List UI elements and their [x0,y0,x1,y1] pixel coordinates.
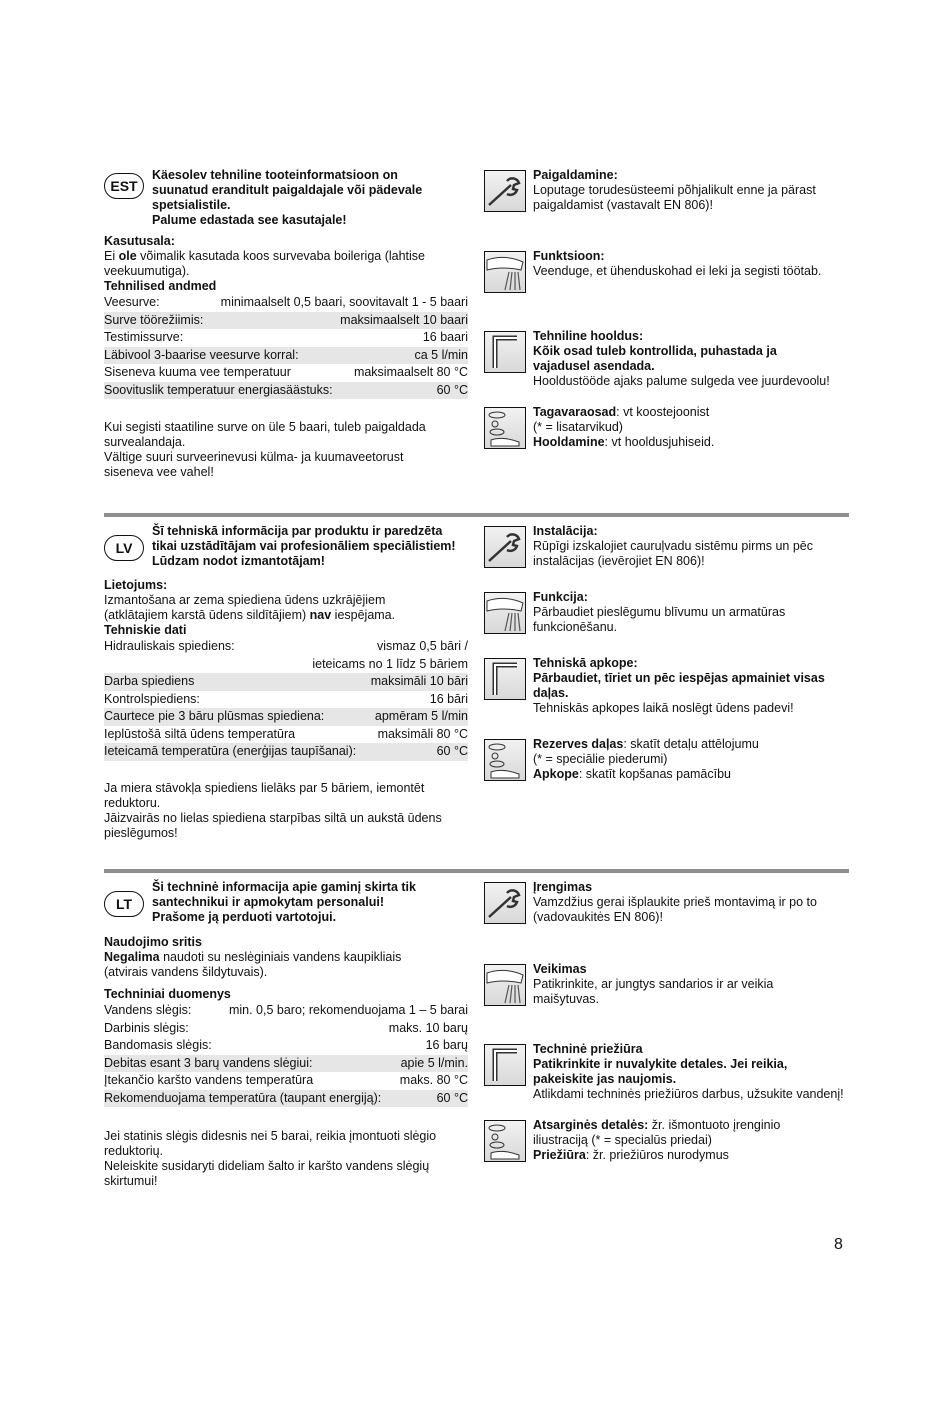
est-function-1: Veenduge, et ühenduskohad ei leki ja segisti töötab. [533,264,822,278]
est-install-2: paigaldamist (vastavalt EN 806)! [533,198,713,212]
lv-intro-2: tikai uzstādītājam vai profesionāliem speciālistiem! [152,539,456,553]
lt-care-text: Priežiūra: žr. priežiūros nurodymus [533,1148,729,1162]
est-parts-text: Tagavaraosad: vt koostejoonist [533,405,710,419]
lt-use-2: (atvirais vandens šildytuvais). [104,965,268,979]
lt-data-label: Techniniai duomenys [104,987,231,1001]
section-lt [104,880,849,1220]
lt-header [104,880,468,928]
lt-intro-2: santechnikui ir apmokytam personalui! [152,895,385,909]
est-maint-3: Hooldustööde ajaks palume sulgeda vee juurdevoolu! [533,374,830,388]
est-use-text-2: veekuumutiga). [104,264,190,278]
table-row: Ieteicamā temperatūra (enerģijas taupīšanai): 60 °C [104,743,468,761]
est-note-4: siseneva vee vahel! [104,465,214,479]
lv-install-2: instalācijas (ievērojiet EN 806)! [533,554,705,568]
table-row: Kontrolspiediens: 16 bāri [104,691,468,706]
table-row: Darba spiediens maksimāli 10 bāri [104,673,468,691]
lv-parts-2: (* = speciālie piederumi) [533,752,668,766]
spare-parts-icon [484,1120,526,1162]
table-row: Vandens slėgis: min. 0,5 baro; rekomenduojama 1 – 5 barai [104,1003,468,1017]
table-row: Veesurve: minimaalselt 0,5 baari, soovitavalt 1 - 5 baari [104,295,468,309]
est-install-item [484,168,849,214]
lv-install-1: Rūpīgi izskalojiet cauruļvadu sistēmu pirms un pēc [533,539,813,553]
lt-parts-item [484,1118,849,1164]
lt-install-title: Įrengimas [533,880,593,894]
lt-function-2: maišytuvas. [533,992,599,1006]
lv-note-1: Ja miera stāvokļa spiediens lielāks par 5 bāriem, iemontēt [104,780,425,795]
lv-right-column [484,524,849,783]
table-row: Debitas esant 3 barų vandens slėgiui: apie 5 l/min. [104,1055,468,1073]
est-parts-2: (* = lisatarvikud) [533,420,623,434]
table-row: Įtekančio karšto vandens temperatūra maks. 80 °C [104,1073,468,1087]
est-parts-item [484,405,849,451]
est-care-text: Hooldamine: vt hooldusjuhiseid. [533,435,715,449]
lt-parts-2: iliustraciją (* = specialūs priedai) [533,1133,712,1147]
est-install-title: Paigaldamine: [533,168,618,182]
lv-intro-3: Lūdzam nodot izmantotājam! [152,554,325,568]
est-intro-1: Käesolev tehniline tooteinformatsioon on [152,168,398,182]
lv-header [104,524,468,572]
language-badge-est: EST [104,173,144,199]
est-right-column [484,168,849,451]
lv-note-3: Jāizvairās no lielas spiediena starpības siltā un aukstā ūdens [104,810,442,825]
lt-use-1: Negalima naudoti su neslėginiais vandens kaupikliais [104,950,402,964]
lt-intro-3: Prašome ją perduoti vartotojui. [152,910,337,924]
language-badge-lt: LT [104,891,144,917]
table-row: Läbivool 3-baarise veesurve korral: ca 5 l/min [104,347,468,365]
est-install-1: Loputage torudesüsteemi põhjalikult enne ja pärast [533,183,816,197]
lt-function-1: Patikrinkite, ar jungtys sandarios ir ar veikia [533,977,774,991]
section-est [104,168,849,498]
table-row: Siseneva kuuma vee temperatuur maksimaalselt 80 °C [104,365,468,379]
lv-maint-b2: daļas. [533,686,569,700]
est-data-label: Tehnilised andmed [104,279,217,293]
est-maint-title: Tehniline hooldus: [533,329,644,343]
lv-install-title: Instalācija: [533,524,598,538]
faucet-spray-icon [484,964,526,1006]
lt-install-1: Vamzdžius gerai išplaukite prieš montavimą ir po to [533,895,817,909]
spare-parts-icon [484,407,526,449]
est-use-label: Kasutusala: [104,234,175,248]
est-maint-b2: vajadusel asendada. [533,359,655,373]
section-divider [104,869,849,873]
lv-use-label: Lietojums: [104,578,168,592]
lt-install-item [484,880,849,926]
est-left-column [104,168,468,480]
est-intro-4: Palume edastada see kasutajale! [152,213,347,227]
lv-note-2: reduktoru. [104,795,161,810]
lv-data-label: Tehniskie dati [104,623,187,637]
est-function-item [484,249,849,295]
table-row: Darbinis slėgis: maks. 10 barų [104,1020,468,1035]
table-row: Surve töörežiimis: maksimaalselt 10 baari [104,312,468,330]
lv-parts-text: Rezerves daļas: skatīt detaļu attēlojumu [533,737,759,751]
table-row: Soovituslik temperatuur energiasäästuks: 60 °C [104,382,468,400]
hex-key-icon [484,658,526,700]
est-note-3: Vältige suuri surveerinevusi külma- ja kuumaveetorust [104,450,404,464]
lt-parts-text: Atsarginės detalės: žr. išmontuoto įrenginio [533,1118,781,1132]
hex-key-icon [484,1044,526,1086]
est-data-table [104,294,468,399]
lv-maint-title: Tehniskā apkope: [533,656,638,670]
lt-function-item [484,962,849,1008]
lt-maint-b1: Patikrinkite ir nuvalykite detales. Jei reikia, [533,1057,788,1071]
est-maintenance-item [484,329,849,389]
lt-maint-3: Atlikdami techninės priežiūros darbus, užsukite vandenį! [533,1087,844,1101]
table-row: Caurtece pie 3 bāru plūsmas spiediena: apmēram 5 l/min [104,708,468,726]
lv-note-4: pieslēgumos! [104,825,178,840]
lv-parts-item [484,737,849,783]
lv-intro-1: Šī tehniskā informācija par produktu ir paredzēta [152,524,443,538]
table-row: Ieplūstošā siltā ūdens temperatūra maksimāli 80 °C [104,726,468,741]
lt-data-table [104,1002,468,1107]
lv-left-column [104,524,468,841]
faucet-spray-icon [484,592,526,634]
lt-install-2: (vadovaukitės EN 806)! [533,910,663,924]
wrench-icon [484,170,526,212]
table-row: Rekomenduojama temperatūra (taupant energiją): 60 °C [104,1090,468,1108]
table-row: Hidrauliskais spiediens: vismaz 0,5 bāri / [104,639,468,653]
lt-maint-title: Techninė priežiūra [533,1042,643,1056]
lv-care-text: Apkope: skatīt kopšanas pamācību [533,767,732,781]
wrench-icon [484,882,526,924]
faucet-spray-icon [484,251,526,293]
lt-note-3: Neleiskite susidaryti dideliam šalto ir karšto vandens slėgių [104,1159,430,1173]
lv-function-2: funkcionēšanu. [533,620,618,634]
lv-maintenance-item [484,656,849,716]
lv-function-1: Pārbaudiet pieslēgumu blīvumu un armatūras [533,605,786,619]
table-row: Bandomasis slėgis: 16 barų [104,1038,468,1052]
section-lv [104,524,849,854]
page-number: 8 [834,1236,843,1253]
lt-note-2: reduktorių. [104,1144,164,1158]
est-note-2: survealandaja. [104,435,186,449]
est-maint-b1: Kõik osad tuleb kontrollida, puhastada ja [533,344,777,358]
est-intro-3: spetsialistile. [152,198,231,212]
lv-maint-b1: Pārbaudiet, tīriet un pēc iespējas apmainiet visas [533,671,825,685]
language-badge-lv: LV [104,535,144,561]
est-function-title: Funktsioon: [533,249,605,263]
lv-data-table [104,638,468,761]
lv-use-1: Izmantošana ar zema spiediena ūdens uzkrājējiem [104,593,386,607]
section-divider [104,513,849,517]
lv-function-title: Funkcija: [533,590,588,604]
lt-note-4: skirtumui! [104,1174,158,1188]
lv-maint-3: Tehniskās apkopes laikā noslēgt ūdens padevi! [533,701,794,715]
lt-note-1: Jei statinis slėgis didesnis nei 5 barai, reikia įmontuoti slėgio [104,1129,437,1143]
lv-install-item [484,524,849,570]
est-header [104,168,468,228]
lv-function-item [484,590,849,636]
est-intro-2: suunatud eranditult paigaldajale või pädevale [152,183,423,197]
lt-intro-1: Ši techninė informacija apie gaminį skirta tik [152,880,416,894]
lt-maint-b2: pakeiskite jas naujomis. [533,1072,677,1086]
lt-left-column [104,880,468,1189]
est-note-1: Kui segisti staatiline surve on üle 5 baari, tuleb paigaldada [104,420,426,434]
hex-key-icon [484,331,526,373]
lv-use-2: (atklātajiem karstā ūdens sildītājiem) nav iespējama. [104,608,396,622]
wrench-icon [484,526,526,568]
table-row: ieteicams no 1 līdz 5 bāriem [312,656,468,671]
lt-maintenance-item [484,1042,849,1102]
lt-use-label: Naudojimo sritis [104,935,202,949]
table-row: Testimissurve: 16 baari [104,330,468,344]
lt-function-title: Veikimas [533,962,587,976]
est-use-text: Ei ole võimalik kasutada koos survevaba boileriga (lahtise [104,249,425,263]
spare-parts-icon [484,739,526,781]
lt-right-column [484,880,849,1164]
